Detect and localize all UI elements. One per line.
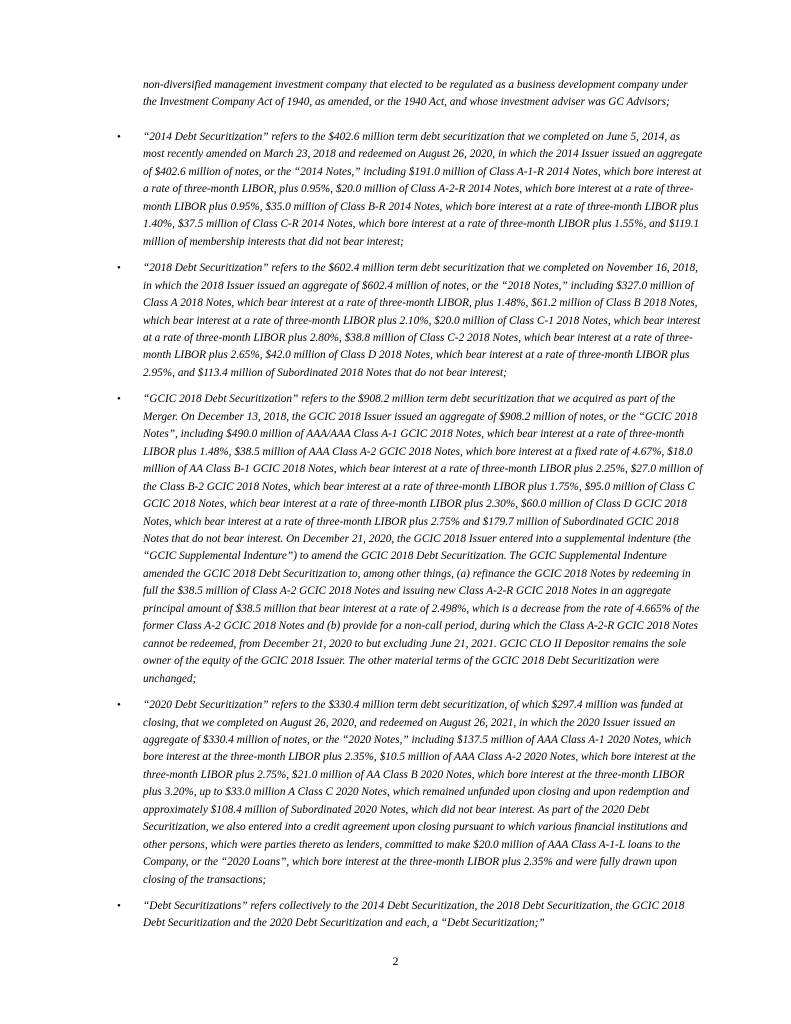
definitions-list <box>117 129 703 942</box>
bullet-icon: • <box>117 900 121 913</box>
definition-item-gcic-2018-debt-securitization <box>117 391 703 688</box>
definition-text: “GCIC 2018 Debt Securitization” refers to the $908.2 million term debt securitization that we acquired as part of the Merger. On December 13, 2018, the GCIC 2018 Issuer issued an aggregate of $908.2 million of notes, or the “GCIC 2018 Notes”, including $490.0 million of AAA/AAA Class A-1 GCIC 2018 Notes, which bear interest at a rate of three-month LIBOR plus 1.48%, $38.5 million of AAA Class A-2 GCIC 2018 Notes, which bore interest at a fixed rate of 4.67%, $18.0 million of AA Class B-1 GCIC 2018 Notes, which bear interest at a rate of three-month LIBOR plus 2.25%, $27.0 million of the Class B-2 GCIC 2018 Notes, which bear interest at a rate of three-month LIBOR plus 1.75%, $95.0 million of Class C GCIC 2018 Notes, which bear interest at a rate of three-month LIBOR plus 2.30%, $60.0 million of Class D GCIC 2018 Notes, which bear interest at a rate of three-month LIBOR plus 2.75% and $179.7 million of Subordinated GCIC 2018 Notes that do not bear interest. On December 21, 2020, the GCIC 2018 Issuer entered into a supplemental indenture (the “GCIC Supplemental Indenture”) to amend the GCIC 2018 Debt Securitization. The GCIC Supplemental Indenture amended the GCIC 2018 Debt Securitization to, among other things, (a) refinance the GCIC 2018 Notes by redeeming in full the $38.5 million of Class A-2 GCIC 2018 Notes and issuing new Class A-2-R GCIC 2018 Notes in an aggregate principal amount of $38.5 million that bear interest at a rate of 2.498%, which is a decrease from the rate of 4.665% of the former Class A-2 GCIC 2018 Notes and (b) provide for a non-call period, during which the Class A-2-R GCIC 2018 Notes cannot be redeemed, from December 21, 2020 to but excluding June 21, 2021. GCIC CLO II Depositor remains the sole owner of the equity of the GCIC 2018 Issuer. The other material terms of the GCIC 2018 Debt Securitization were unchanged; <box>143 393 703 685</box>
definition-text: “Debt Securitizations” refers collectively to the 2014 Debt Securitization, the 2018 Debt Securitization, the GCIC 2018 Debt Securitization and the 2020 Debt Securitization and each, a “Debt Securitization;” <box>143 900 685 930</box>
intro-paragraph: non-diversified management investment company that elected to be regulated as a business development company under the Investment Company Act of 1940, as amended, or the 1940 Act, and whose investment adviser was GC Advisors; <box>143 79 688 109</box>
bullet-icon: • <box>117 131 121 143</box>
definition-item-2018-debt-securitization <box>117 260 703 382</box>
page-number: 2 <box>392 954 399 968</box>
definition-item-2014-debt-securitization <box>117 129 703 251</box>
definition-item-debt-securitizations <box>117 898 703 933</box>
definition-text: “2020 Debt Securitization” refers to the $330.4 million term debt securitization, of which $297.4 million was funded at closing, that we completed on August 26, 2020, and redeemed on August 26, 2021, in which the 2020 Issuer issued an aggregate of $330.4 million of notes, or the “2020 Notes,” including $137.5 million of AAA Class A-1 2020 Notes, which bore interest at the three-month LIBOR plus 2.35%, $10.5 million of AAA Class A-2 2020 Notes, which bore interest at the three-month LIBOR plus 2.75%, $21.0 million of AA Class B 2020 Notes, which bore interest at the three-month LIBOR plus 3.20%, up to $33.0 million A Class C 2020 Notes, which remained unfunded upon closing and upon redemption and approximately $108.4 million of Subordinated 2020 Notes, which did not bear interest. As part of the 2020 Debt Securitization, we also entered into a credit agreement upon closing pursuant to which various financial institutions and other persons, which were parties thereto as lenders, committed to make $20.0 million of AAA Class A-1-L loans to the Company, or the “2020 Loans”, which bore interest at the three-month LIBOR plus 2.35% and were fully drawn upon closing of the transactions; <box>143 699 696 886</box>
bullet-icon: • <box>117 262 121 275</box>
definition-item-2020-debt-securitization <box>117 697 703 889</box>
bullet-icon: • <box>117 699 121 712</box>
definition-text: “2018 Debt Securitization” refers to the $602.4 million term debt securitization that we completed on November 16, 2018, in which the 2018 Issuer issued an aggregate of $602.4 million of notes, or the “2018 Notes,” including $327.0 million of Class A 2018 Notes, which bear interest at a rate of three-month LIBOR, plus 1.48%, $61.2 million of Class B 2018 Notes, which bear interest at a rate of three-month LIBOR plus 2.10%, $20.0 million of Class C-1 2018 Notes, which bear interest at a rate of three-month LIBOR plus 2.80%, $38.8 million of Class C-2 2018 Notes, which bear interest at a rate of three-month LIBOR plus 2.65%, $42.0 million of Class D 2018 Notes, which bear interest at a rate of three-month LIBOR plus 2.95%, and $113.4 million of Subordinated 2018 Notes that do not bear interest; <box>143 262 701 379</box>
definition-text: “2014 Debt Securitization” refers to the $402.6 million term debt securitization that we completed on June 5, 2014, as most recently amended on March 23, 2018 and redeemed on August 26, 2020, in which the 2014 Issuer issued an aggregate of $402.6 million of notes, or the “2014 Notes,” including $191.0 million of Class A-1-R 2014 Notes, which bore interest at a rate of three-month LIBOR, plus 0.95%, $20.0 million of Class A-2-R 2014 Notes, which bore interest at a rate of three-month LIBOR plus 0.95%, $35.0 million of Class B-R 2014 Notes, which bore interest at a rate of three-month LIBOR plus 1.40%, $37.5 million of Class C-R 2014 Notes, which bore interest at a rate of three-month LIBOR plus 1.55%, and $119.1 million of membership interests that did not bear interest; <box>143 131 703 248</box>
bullet-icon: • <box>117 393 121 406</box>
